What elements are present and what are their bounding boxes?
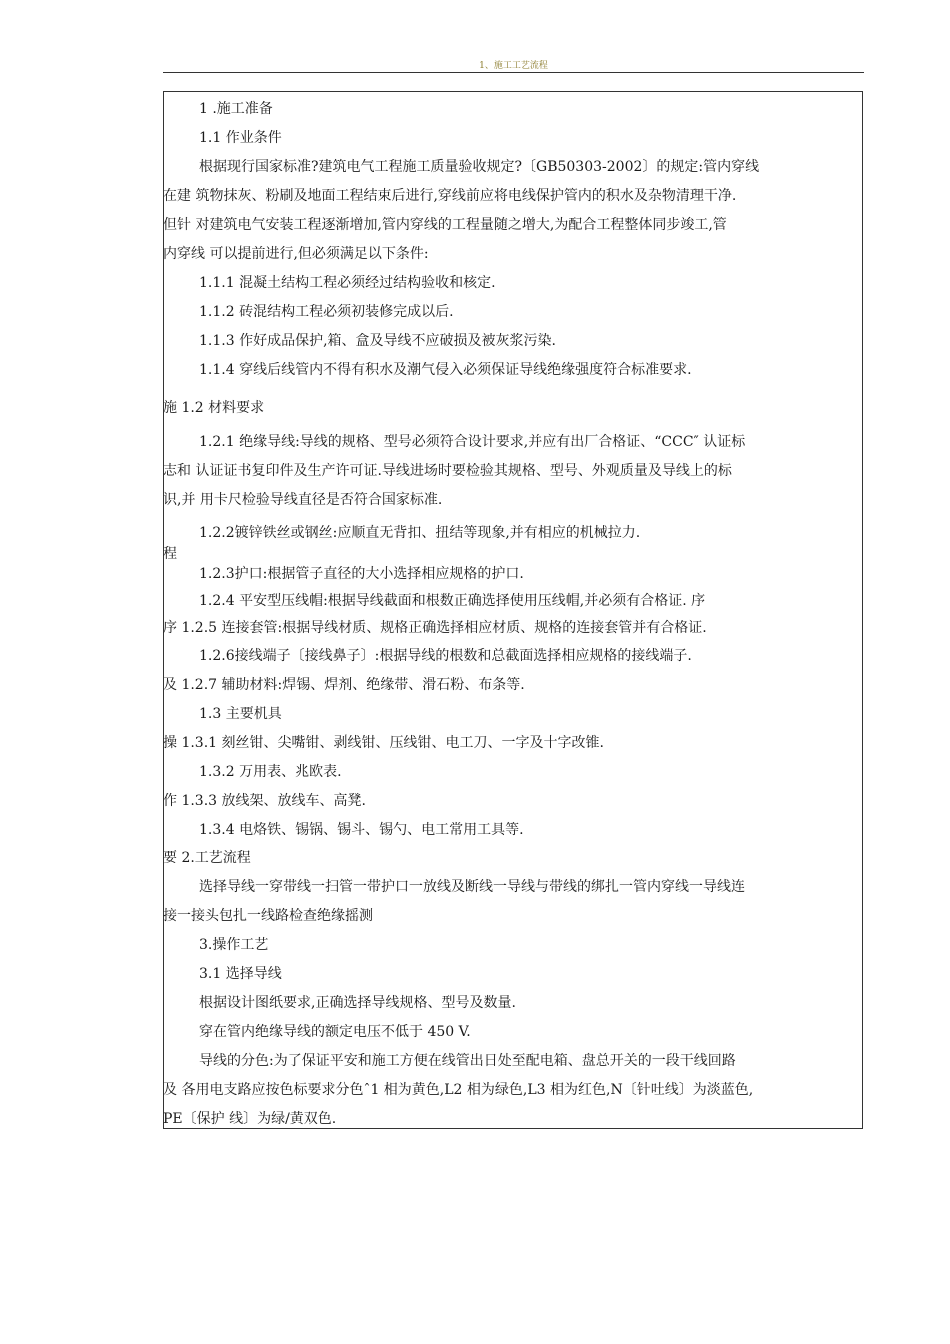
paragraph-line: 及 各用电支路应按色标要求分色ˆ1 相为黄色,L2 相为绿色,L3 相为红色,N〔针吐线〕为淡蓝色, xyxy=(163,1082,754,1098)
subsection-heading: 施 1.2 材料要求 xyxy=(163,400,265,416)
item-text: 护口:根据管子直径的大小选择相应规格的护口. xyxy=(234,566,524,582)
list-item: 1.2.1 绝缘导线:导线的规格、型号必须符合设计要求,并应有出厂合格证、“CCC″ 认证标 xyxy=(199,434,746,450)
header-divider xyxy=(163,72,864,73)
list-item xyxy=(163,563,865,585)
subsection-heading: 1.1 作业条件 xyxy=(199,130,282,146)
paragraph-line: 但针 对建筑电气安装工程逐渐增加,管内穿线的工程量随之增大,为配合工程整体同步竣工,管 xyxy=(163,217,727,233)
item-number: 1.2.6 xyxy=(199,648,235,664)
paragraph-line: 接一接头包扎一线路检查绝缘摇测 xyxy=(163,908,373,924)
paragraph-line: PE〔保护 线〕为绿/黄双色. xyxy=(163,1111,337,1127)
list-item: 1.2.4 平安型压线帽:根据导线截面和根数正确选择使用压线帽,并必须有合格证. 序 xyxy=(199,593,706,609)
paragraph-line: 穿在管内绝缘导线的额定电压不低于 450 V. xyxy=(199,1024,471,1040)
section-heading: 要 2.工艺流程 xyxy=(163,850,251,866)
list-item xyxy=(163,522,865,544)
section-heading: 1 .施工准备 xyxy=(199,101,273,117)
page-header-title: 1、施工工艺流程 xyxy=(479,61,548,71)
list-item: 及 1.2.7 辅助材料:焊锡、焊剂、绝缘带、滑石粉、布条等. xyxy=(163,677,525,693)
paragraph-line: 内穿线 可以提前进行,但必须满足以下条件: xyxy=(163,246,429,262)
side-label: 程 xyxy=(163,546,177,562)
list-item: 1.3.4 电烙铁、锡锅、锡斗、锡勺、电工常用工具等. xyxy=(199,822,524,838)
paragraph-line: 根据现行国家标准?建筑电气工程施工质量验收规定?〔GB50303-2002〕的规定:管内穿线 xyxy=(199,159,760,175)
list-item: 作 1.3.3 放线架、放线车、高凳. xyxy=(163,793,366,809)
list-item: 1.1.2 砖混结构工程必须初装修完成以后. xyxy=(199,304,454,320)
section-heading: 3.操作工艺 xyxy=(199,937,269,953)
item-text: 接线端子〔接线鼻子〕:根据导线的根数和总截面选择相应规格的接线端子. xyxy=(234,648,692,664)
paragraph-line: 导线的分色:为了保证平安和施工方便在线管出日处至配电箱、盘总开关的一段干线回路 xyxy=(199,1053,736,1069)
item-number: 1.2.3 xyxy=(199,566,235,582)
item-number: 1.2.2 xyxy=(199,525,235,541)
subsection-heading: 3.1 选择导线 xyxy=(199,966,282,982)
list-item: 1.1.4 穿线后线管内不得有积水及潮气侵入必须保证导线绝缘强度符合标准要求. xyxy=(199,362,692,378)
paragraph-line: 选择导线一穿带线一扫管一带护口一放线及断线一导线与带线的绑扎一管内穿线一导线连 xyxy=(199,879,745,895)
list-item: 操 1.3.1 刻丝钳、尖嘴钳、剥线钳、压线钳、电工刀、一字及十字改锥. xyxy=(163,735,604,751)
list-item: 序 1.2.5 连接套管:根据导线材质、规格正确选择相应材质、规格的连接套管并有合格证. xyxy=(163,620,707,636)
subsection-heading: 1.3 主要机具 xyxy=(199,706,282,722)
paragraph-line: 根据设计图纸要求,正确选择导线规格、型号及数量. xyxy=(199,995,516,1011)
item-text: 镀锌铁丝或钢丝:应顺直无背扣、扭结等现象,并有相应的机械拉力. xyxy=(234,525,641,541)
paragraph-line: 识,并 用卡尺检验导线直径是否符合国家标准. xyxy=(163,492,443,508)
list-item: 1.1.3 作好成品保护,箱、盒及导线不应破损及被灰浆污染. xyxy=(199,333,556,349)
list-item: 1.3.2 万用表、兆欧表. xyxy=(199,764,342,780)
list-item: 1.1.1 混凝土结构工程必须经过结构验收和核定. xyxy=(199,275,496,291)
list-item xyxy=(163,645,865,667)
paragraph-line: 在建 筑物抹灰、粉刷及地面工程结束后进行,穿线前应将电线保护管内的积水及杂物清理干净. xyxy=(163,188,737,204)
paragraph-line: 志和 认证证书复印件及生产许可证.导线进场时要检验其规格、型号、外观质量及导线上的标 xyxy=(163,463,732,479)
